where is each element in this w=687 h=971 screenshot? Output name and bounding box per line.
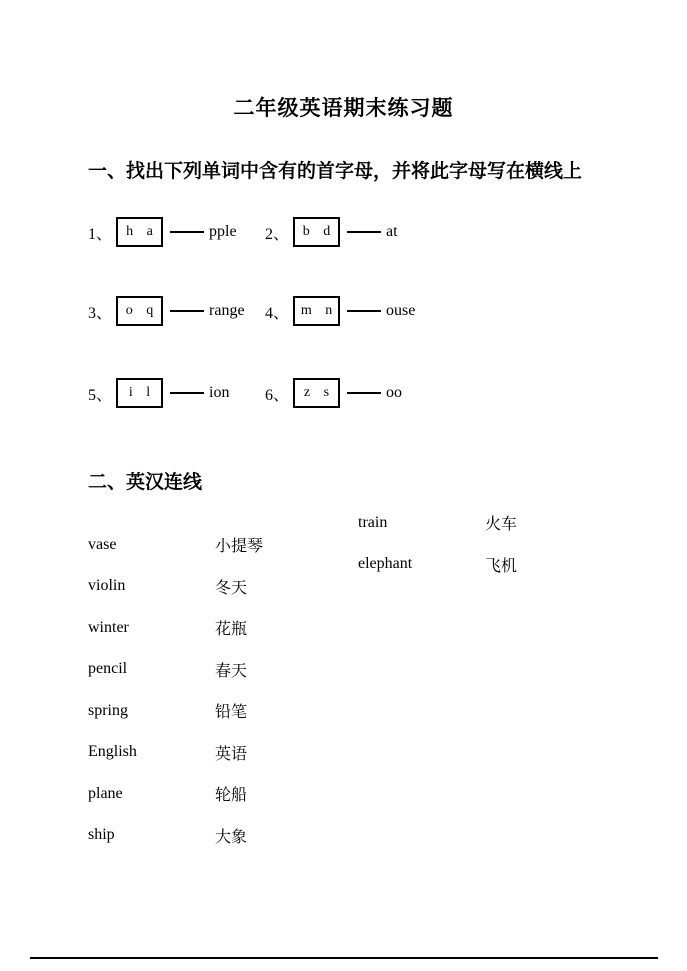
exercise-row-3: [88, 375, 442, 411]
match-row: [88, 566, 263, 608]
chinese-word: 春天: [215, 662, 248, 680]
english-word: elephant: [358, 555, 413, 573]
chinese-word: 轮船: [215, 787, 248, 805]
section1-heading: 一、找出下列单词中含有的首字母，并将此字母写在横线上: [88, 161, 583, 182]
word-suffix: oo: [386, 384, 403, 401]
match-row: [358, 502, 517, 544]
item-number: 4、: [265, 304, 290, 322]
fill-item-2: [265, 214, 442, 250]
letter-choice-box: o q: [116, 296, 163, 326]
match-row: [88, 607, 263, 649]
letter-choice-box: h a: [116, 217, 163, 247]
item-number: 6、: [265, 386, 290, 404]
letter-choice-box: b d: [293, 217, 340, 247]
item-number: 3、: [88, 304, 113, 322]
match-column-right: [358, 502, 517, 585]
exercise-row-2: [88, 293, 442, 329]
letter-choice-box: z s: [293, 378, 340, 408]
chinese-word: 小提琴: [215, 538, 264, 556]
letter-choice-box: i l: [116, 378, 163, 408]
item-number: 1、: [88, 225, 113, 243]
chinese-word: 英语: [215, 745, 248, 763]
section2-heading: 二、英汉连线: [88, 472, 203, 493]
page-bottom-rule: [30, 957, 658, 959]
chinese-word: 冬天: [215, 579, 248, 597]
word-suffix: range: [209, 302, 245, 319]
chinese-word: 大象: [215, 828, 248, 846]
answer-blank-line: [170, 310, 204, 312]
english-word: winter: [88, 618, 129, 636]
english-word: train: [358, 513, 388, 531]
fill-item-6: [265, 375, 442, 411]
match-row: [88, 773, 263, 815]
item-number: 2、: [265, 225, 290, 243]
exercise-row-1: [88, 214, 442, 250]
word-suffix: at: [386, 223, 398, 240]
english-word: vase: [88, 535, 117, 553]
english-word: English: [88, 743, 137, 761]
chinese-word: 飞机: [485, 557, 518, 575]
chinese-word: 火车: [485, 516, 518, 534]
match-row: [88, 649, 263, 691]
item-number: 5、: [88, 386, 113, 404]
fill-item-3: [88, 293, 265, 329]
answer-blank-line: [347, 310, 381, 312]
fill-item-4: [265, 293, 442, 329]
fill-item-1: [88, 214, 265, 250]
english-word: violin: [88, 577, 126, 595]
answer-blank-line: [170, 392, 204, 394]
word-suffix: pple: [209, 223, 237, 240]
match-column-left: [88, 524, 263, 856]
english-word: plane: [88, 784, 123, 802]
match-row: [88, 815, 263, 857]
match-row: [88, 524, 263, 566]
match-row: [358, 544, 517, 586]
word-suffix: ouse: [386, 302, 416, 319]
answer-blank-line: [347, 392, 381, 394]
match-row: [88, 732, 263, 774]
chinese-word: 铅笔: [215, 704, 248, 722]
word-suffix: ion: [209, 384, 230, 401]
chinese-word: 花瓶: [215, 621, 248, 639]
letter-choice-box: m n: [293, 296, 340, 326]
english-word: spring: [88, 701, 128, 719]
answer-blank-line: [347, 231, 381, 233]
fill-item-5: [88, 375, 265, 411]
english-word: ship: [88, 826, 115, 844]
page-title: 二年级英语期末练习题: [233, 97, 454, 120]
answer-blank-line: [170, 231, 204, 233]
match-row: [88, 690, 263, 732]
english-word: pencil: [88, 660, 128, 678]
